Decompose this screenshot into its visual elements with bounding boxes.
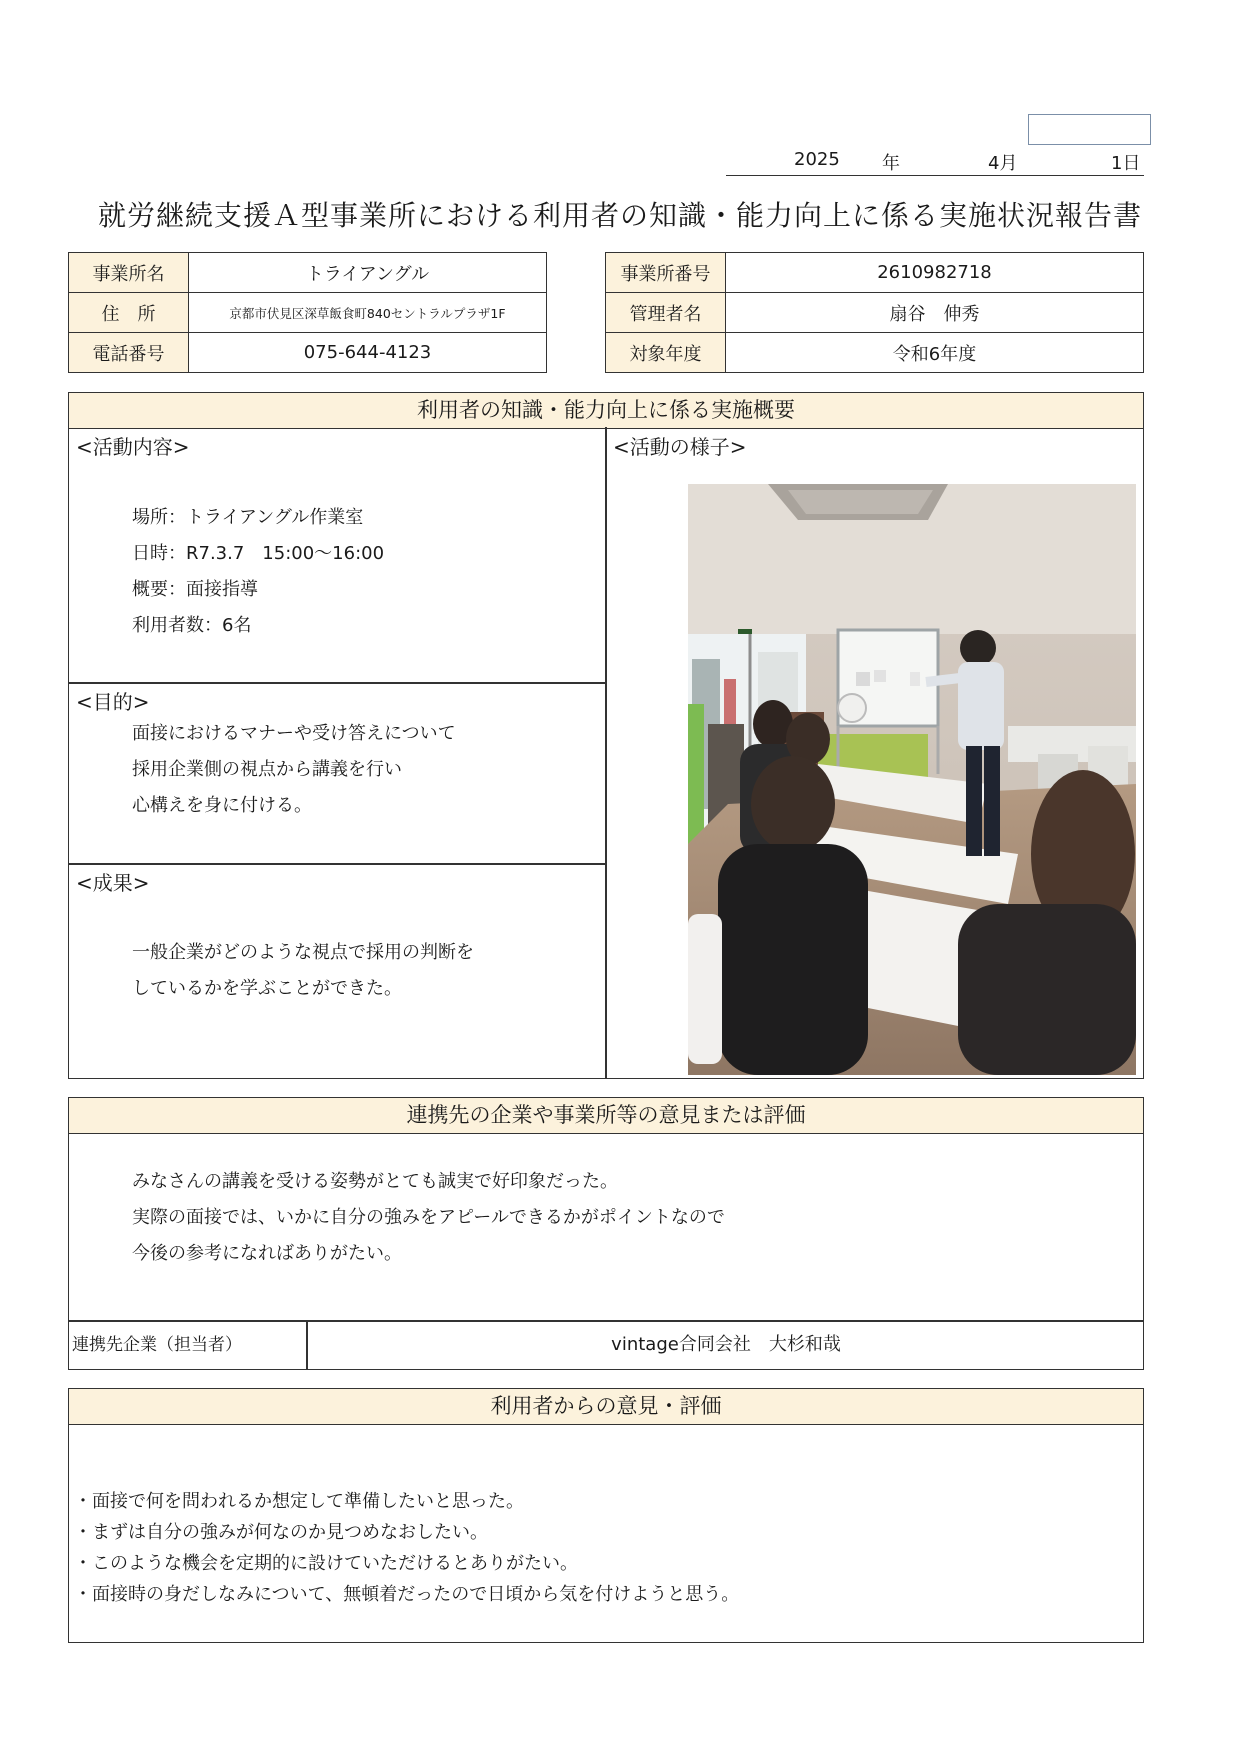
purpose-line: 面接におけるマナーや受け答えについて bbox=[132, 723, 456, 744]
activity-photo-image bbox=[688, 484, 1136, 1075]
date-month: 4月 bbox=[988, 153, 1018, 174]
date-year-unit: 年 bbox=[882, 153, 900, 174]
activity-heading: <活動内容> bbox=[76, 435, 190, 459]
purpose-line: 採用企業側の視点から講義を行い bbox=[132, 759, 402, 780]
activity-lines bbox=[132, 500, 384, 644]
manager-label: 管理者名 bbox=[606, 293, 726, 333]
summary-divider bbox=[68, 863, 606, 865]
user-feedback-line: ・このような機会を定期的に設けていただけるとありがたい。 bbox=[74, 1553, 578, 1574]
activity-photo bbox=[688, 484, 1136, 1075]
summary-heading: 利用者の知識・能力向上に係る実施概要 bbox=[68, 392, 1144, 429]
user-feedback-line: ・面接時の身だしなみについて、無頓着だったので日頃から気を付けようと思う。 bbox=[74, 1584, 740, 1605]
office-number-label: 事業所番号 bbox=[606, 253, 726, 293]
user-feedback-line: ・面接で何を問われるか想定して準備したいと思った。 bbox=[74, 1491, 524, 1512]
activity-line: 概要：面接指導 bbox=[132, 579, 258, 600]
user-feedback-lines bbox=[74, 1486, 739, 1610]
partner-contact-label: 連携先企業（担当者） bbox=[72, 1335, 242, 1355]
result-lines bbox=[132, 935, 474, 1007]
office-name-label: 事業所名 bbox=[69, 253, 189, 293]
phone-value: 075-644-4123 bbox=[189, 333, 547, 373]
partner-line: 実際の面接では、いかに自分の強みをアピールできるかがポイントなので bbox=[132, 1207, 725, 1228]
user-feedback-heading: 利用者からの意見・評価 bbox=[68, 1388, 1144, 1425]
management-info-table bbox=[605, 252, 1144, 373]
stamp-box bbox=[1028, 114, 1151, 145]
result-line: 一般企業がどのような視点で採用の判断を bbox=[132, 942, 474, 963]
purpose-heading: <目的> bbox=[76, 690, 150, 714]
fiscal-year-value: 令和6年度 bbox=[726, 333, 1144, 373]
partner-line: 今後の参考になればありがたい。 bbox=[132, 1243, 402, 1264]
result-line: しているかを学ぶことができた。 bbox=[132, 978, 402, 999]
address-label: 住 所 bbox=[69, 293, 189, 333]
address-value: 京都市伏見区深草飯食町840セントラルプラザ1F bbox=[189, 293, 547, 333]
fiscal-year-label: 対象年度 bbox=[606, 333, 726, 373]
partner-line: みなさんの講義を受ける姿勢がとても誠実で好印象だった。 bbox=[132, 1171, 618, 1192]
purpose-lines bbox=[132, 716, 456, 824]
result-heading: <成果> bbox=[76, 871, 150, 895]
activity-line: 利用者数：6名 bbox=[132, 615, 252, 636]
purpose-line: 心構えを身に付ける。 bbox=[132, 795, 312, 816]
office-number-value: 2610982718 bbox=[726, 253, 1144, 293]
office-info-table bbox=[68, 252, 547, 373]
activity-line: 場所：トライアングル作業室 bbox=[132, 507, 364, 528]
photo-heading: <活動の様子> bbox=[613, 435, 747, 459]
document-title: 就労継続支援Ａ型事業所における利用者の知識・能力向上に係る実施状況報告書 bbox=[97, 199, 1142, 232]
user-feedback-line: ・まずは自分の強みが何なのか見つめなおしたい。 bbox=[74, 1522, 488, 1543]
phone-label: 電話番号 bbox=[69, 333, 189, 373]
activity-line: 日時：R7.3.7 15:00～16:00 bbox=[132, 543, 385, 564]
manager-value: 扇谷 伸秀 bbox=[726, 293, 1144, 333]
summary-divider bbox=[605, 427, 607, 1079]
partner-contact-value: vintage合同会社 大杉和哉 bbox=[611, 1334, 841, 1355]
partner-heading: 連携先の企業や事業所等の意見または評価 bbox=[68, 1097, 1144, 1134]
date-line bbox=[726, 146, 1144, 176]
date-year: 2025 bbox=[794, 149, 840, 170]
office-name-value: トライアングル bbox=[189, 253, 547, 293]
summary-divider bbox=[68, 682, 606, 684]
date-day: 1日 bbox=[1111, 153, 1141, 174]
partner-lines bbox=[132, 1164, 725, 1272]
